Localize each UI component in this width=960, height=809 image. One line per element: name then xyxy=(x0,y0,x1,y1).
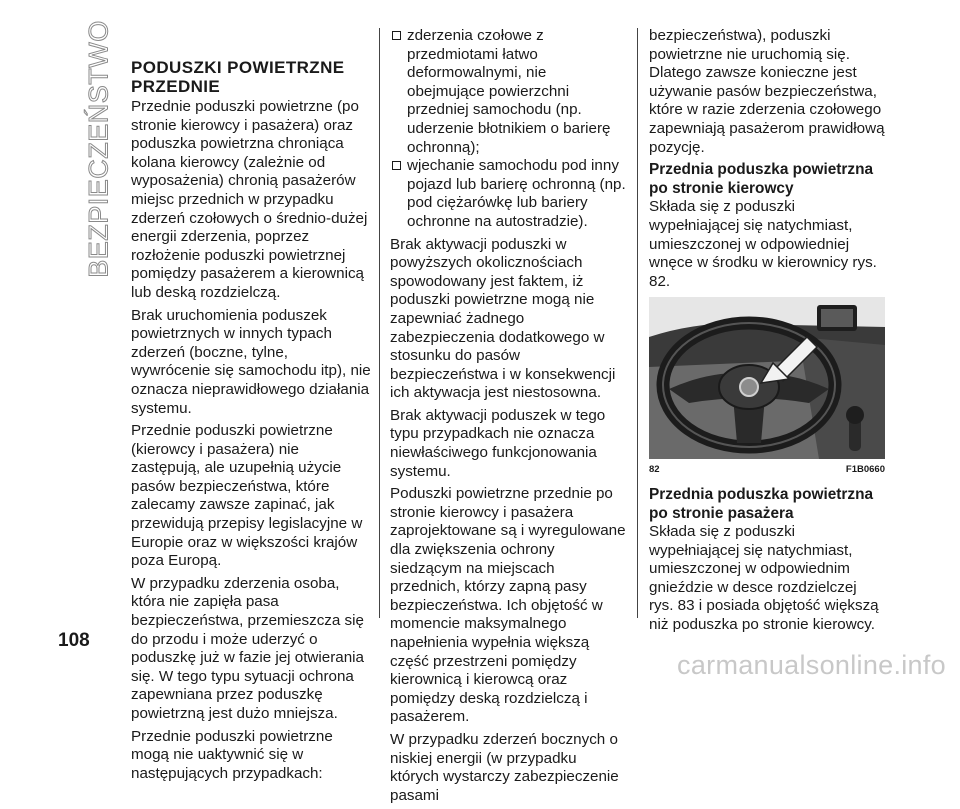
subheading-passenger-airbag: Przednia poduszka powietrzna po stronie pasażera xyxy=(649,485,874,522)
bullet-item xyxy=(390,27,626,157)
paragraph: W przypadku zderzenia osoba, która nie zapięła pasa bezpieczeństwa, przemieszcza się do przodu i może uderzyć o poduszkę już w fazie jej otwierania się. W tego typu sytuacji ochrona zapewniana przez poduszkę powietrzną jest dużo mniejsza. xyxy=(131,574,364,722)
page-number: 108 xyxy=(58,630,90,651)
column-divider xyxy=(379,28,380,618)
paragraph: Przednie poduszki powietrzne (kierowcy i pasażera) nie zastępują, ale uzupełnią użycie pasów bezpieczeństwa, które zalecamy zawsze zapinać, jak przewidują przepisy legislacyjne w Europie oraz w większości krajów poza Europą. xyxy=(131,422,363,570)
steering-wheel-illustration xyxy=(649,297,885,459)
square-bullet-icon xyxy=(392,31,401,40)
paragraph: Przednie poduszki powietrzne (po stronie kierowcy i pasażera) oraz poduszka powietrzna chroniąca kolana kierowcy (zależnie od wyposażenia) chronią pasażerów miejsc przednich w przypadku zderzeń czołowych o średnio-dużej energii zderzenia, poprzez rozłożenie poduszki powietrznej pomiędzy pasażerem a kierownicą lub deską rozdzielczą. xyxy=(131,98,368,301)
paragraph: Poduszki powietrzne przednie po stronie kierowcy i pasażera zaprojektowane są i wyregulowane dla zwiększenia ochrony siedzącym na miejscach przednich, którzy zapną pasy bezpieczeństwa. Ich objętość w momencie maksymalnego napełnienia wypełnia większą część przestrzeni pomiędzy kierownicą i kierowcą oraz pomiędzy deską rozdzielczą i pasażerem. xyxy=(390,485,626,726)
subheading-driver-airbag: Przednia poduszka powietrzna po stronie kierowcy xyxy=(649,161,874,197)
watermark: carmanualsonline.info xyxy=(677,650,946,680)
paragraph: Brak aktywacji poduszek w tego typu przypadkach nie oznacza niewłaściwego funkcjonowania systemu. xyxy=(390,406,606,480)
bullet-text: zderzenia czołowe z przedmiotami łatwo deformowalnymi, nie obejmujące powierzchni przedniej samochodu (np. uderzenie błotnikiem o barierę ochronną); xyxy=(407,27,611,156)
section-side-tab xyxy=(83,20,114,278)
square-bullet-icon xyxy=(392,161,401,170)
paragraph: Brak uruchomienia poduszek powietrznych w innych typach zderzeń (boczne, tylne, wywrócenie się samochodu itp), nie oznacza nieprawidłowego działania systemu. xyxy=(131,306,371,417)
paragraph: Przednie poduszki powietrzne mogą nie uaktywnić się w następujących przypadkach: xyxy=(131,727,333,782)
paragraph: Składa się z poduszki wypełniającej się natychmiast, umieszczonej w odpowiednim gnieździe w desce rozdzielczej rys. 83 i posiada objętość większą niż poduszka po stronie kierowcy. xyxy=(649,523,879,634)
figure-number: 82 xyxy=(649,464,660,476)
figure-code: F1B0660 xyxy=(845,464,885,476)
bullet-item xyxy=(390,157,626,231)
section-heading: PODUSZKI POWIETRZNE PRZEDNIE xyxy=(131,58,345,96)
column-divider xyxy=(637,28,638,618)
bullet-text: wjechanie samochodu pod inny pojazd lub barierę ochronną (np. pod ciężarówkę lub bariery ochronne na autostradzie). xyxy=(407,157,626,230)
paragraph: Składa się z poduszki wypełniającej się natychmiast, umieszczonej w odpowiedniej wnęce w środku w kierownicy rys. 82. xyxy=(649,198,877,290)
paragraph: W przypadku zderzeń bocznych o niskiej energii (w przypadku których wystarczy zabezpieczenie pasami xyxy=(390,730,619,804)
figure-caption xyxy=(649,461,885,480)
steering-wheel-figure xyxy=(649,297,885,459)
section-side-tab-label: BEZPIECZEŃSTWO xyxy=(83,20,114,278)
paragraph: Brak aktywacji poduszki w powyższych okolicznościach spowodowany jest faktem, iż poduszki powietrzne mogą nie zapewniać żadnego zabezpieczenia dodatkowego w stosunku do pasów bezpieczeństwa i w konsekwencji ich aktywacja jest niestosowna. xyxy=(390,235,616,402)
column-2 xyxy=(390,27,626,809)
paragraph: bezpieczeństwa), poduszki powietrzne nie uruchomią się. Dlatego zawsze konieczne jest używanie pasów bezpieczeństwa, które w razie zderzenia czołowego zapewniają pasażerom prawidłową pozycję. xyxy=(649,27,885,156)
column-3 xyxy=(649,27,885,639)
